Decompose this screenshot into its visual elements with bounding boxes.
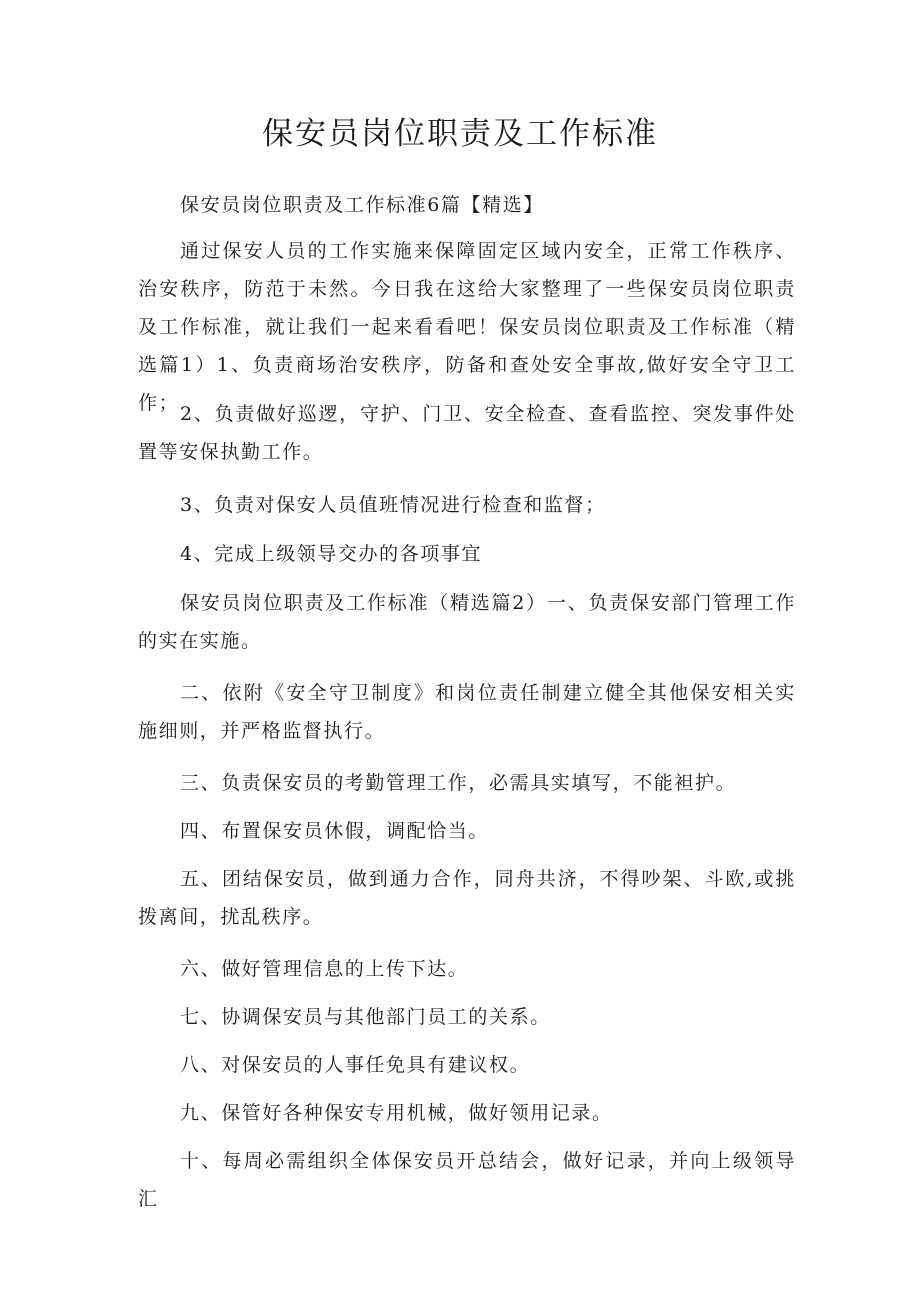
paragraph-item: 七、协调保安员与其他部门员工的关系。 bbox=[180, 1006, 551, 1028]
paragraph-subtitle: 保安员岗位职责及工作标准6篇【精选】 bbox=[180, 194, 544, 216]
paragraph-item: 2、负责做好巡逻，守护、门卫、安全检查、查看监控、突发事件处置等安保执勤工作。 bbox=[138, 403, 796, 463]
paragraph-item: 二、依附《安全守卫制度》和岗位责任制建立健全其他保安相关实施细则，并严格监督执行。 bbox=[138, 682, 796, 742]
paragraph-item: 八、对保安员的人事任免具有建议权。 bbox=[180, 1054, 531, 1076]
paragraph-item: 四、布置保安员休假，调配恰当。 bbox=[180, 820, 490, 842]
paragraph-section-2: 保安员岗位职责及工作标准（精选篇2）一、负责保安部门管理工作的实在实施。 bbox=[138, 592, 796, 652]
paragraph-item: 十、每周必需组织全体保安员开总结会，做好记录，并向上级领导汇 bbox=[138, 1150, 796, 1210]
paragraph-item: 3、负责对保安人员值班情况进行检查和监督； bbox=[180, 494, 606, 516]
paragraph-item: 4、完成上级领导交办的各项事宜 bbox=[180, 543, 483, 565]
paragraph-intro: 通过保安人员的工作实施来保障固定区域内安全，正常工作秩序、治安秩序，防范于未然。今日我在这给大家整理了一些保安员岗位职责及工作标准，就让我们一起来看看吧！保安员岗位职责及工作标准（精选篇1）1、负责商场治安秩序，防备和查处安全事故,做好安全守卫工作； bbox=[138, 240, 796, 414]
paragraph-item: 五、团结保安员，做到通力合作，同舟共济，不得吵架、斗欧,或挑拨离间，扰乱秩序。 bbox=[138, 868, 796, 928]
document-title: 保安员岗位职责及工作标准 bbox=[262, 116, 658, 152]
paragraph-item: 六、做好管理信息的上传下达。 bbox=[180, 958, 469, 980]
paragraph-item: 九、保管好各种保安专用机械，做好领用记录。 bbox=[180, 1102, 613, 1124]
paragraph-item: 三、负责保安员的考勤管理工作，必需具实填写，不能袒护。 bbox=[180, 772, 737, 794]
